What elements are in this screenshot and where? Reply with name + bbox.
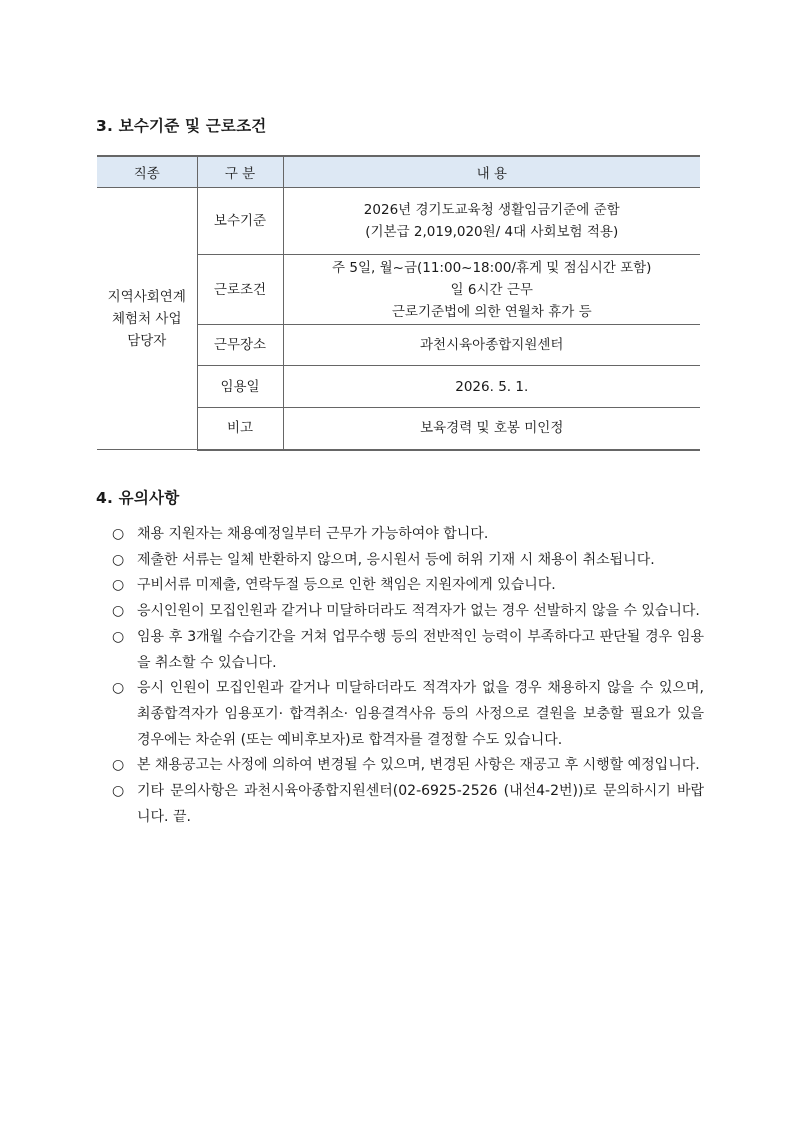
row-label-work-conditions: 근로조건 xyxy=(197,255,283,325)
row-content-work-conditions xyxy=(283,255,700,325)
circle-bullet-icon: ○ xyxy=(112,551,125,568)
note-text: 기타 문의사항은 과천시육아종합지원센터(02-6925-2526 (내선4-2번))로 문의하시기 바랍니다. 끝. xyxy=(137,783,704,825)
note-text: 임용 후 3개월 수습기간을 거쳐 업무수행 등의 전반적인 능력이 부족하다고 판단될 경우 임용을 취소할 수 있습니다. xyxy=(137,628,704,671)
circle-bullet-icon: ○ xyxy=(112,603,125,620)
row-content-start-date: 2026. 5. 1. xyxy=(283,366,700,408)
header-category: 구 분 xyxy=(197,156,283,188)
row-content-remarks: 보육경력 및 호봉 미인정 xyxy=(283,408,700,450)
content-line: 2026년 경기도교육청 생활임금기준에 준함 xyxy=(363,202,620,218)
note-text: 제출한 서류는 일체 반환하지 않으며, 응시원서 등에 허위 기재 시 채용이 취소됩니다. xyxy=(137,551,655,568)
job-type-line: 지역사회연계 xyxy=(107,288,186,305)
circle-bullet-icon: ○ xyxy=(112,526,125,542)
row-content-workplace: 과천시육아종합지원센터 xyxy=(283,325,700,366)
content-line: 근로기준법에 의한 연월차 휴가 등 xyxy=(391,303,592,320)
note-text: 구비서류 미제출, 연락두절 등으로 인한 책임은 지원자에게 있습니다. xyxy=(137,577,556,594)
row-label-start-date: 임용일 xyxy=(197,366,283,408)
circle-bullet-icon: ○ xyxy=(112,577,125,594)
note-text: 응시 인원이 모집인원과 같거나 미달하더라도 적격자가 없을 경우 채용하지 않을 수 있으며, 최종합격자가 임용포기· 합격취소· 임용결격사유 등의 사정으로 결원을 보충할 필요가 있을 경우에는 차순위 (또는 예비후보자)로 합격자를 결정할 수도 있습니다. xyxy=(137,680,704,748)
header-job-type: 직종 xyxy=(97,156,197,188)
section-title-pay-conditions: 3. 보수기준 및 근로조건 xyxy=(96,117,267,135)
note-text: 응시인원이 모집인원과 같거나 미달하더라도 적격자가 없는 경우 선발하지 않을 수 있습니다. xyxy=(137,603,700,620)
job-type-line: 담당자 xyxy=(127,332,167,349)
note-item xyxy=(112,522,704,548)
table-row xyxy=(97,188,700,255)
row-content-pay xyxy=(283,188,700,255)
content-line: 주 5일, 월~금(11:00~18:00/휴게 및 점심시간 포함) xyxy=(332,259,652,276)
circle-bullet-icon: ○ xyxy=(112,783,125,800)
content-line: 일 6시간 근무 xyxy=(450,281,533,298)
circle-bullet-icon: ○ xyxy=(112,757,125,774)
note-item xyxy=(112,573,704,599)
note-item xyxy=(112,548,704,574)
content-line: (기본급 2,019,020원/ 4대 사회보험 적용) xyxy=(365,224,619,240)
working-conditions-table xyxy=(97,155,700,451)
row-label-workplace: 근무장소 xyxy=(197,325,283,366)
circle-bullet-icon: ○ xyxy=(112,628,125,645)
notes-list xyxy=(112,522,704,830)
row-label-remarks: 비고 xyxy=(197,408,283,450)
job-type-cell xyxy=(97,188,197,450)
note-item xyxy=(112,599,704,625)
note-text: 본 채용공고는 사정에 의하여 변경될 수 있으며, 변경된 사항은 재공고 후 시행할 예정입니다. xyxy=(137,757,700,774)
note-item xyxy=(112,676,704,753)
section-title-notes: 4. 유의사항 xyxy=(96,489,180,507)
note-text: 채용 지원자는 채용예정일부터 근무가 가능하여야 합니다. xyxy=(137,526,489,542)
note-item xyxy=(112,625,704,676)
row-label-pay: 보수기준 xyxy=(197,188,283,255)
job-type-line: 체험처 사업 xyxy=(112,310,182,327)
circle-bullet-icon: ○ xyxy=(112,680,125,697)
header-content: 내 용 xyxy=(283,156,700,188)
note-item xyxy=(112,753,704,779)
note-item xyxy=(112,779,704,830)
table-header-row xyxy=(97,156,700,188)
